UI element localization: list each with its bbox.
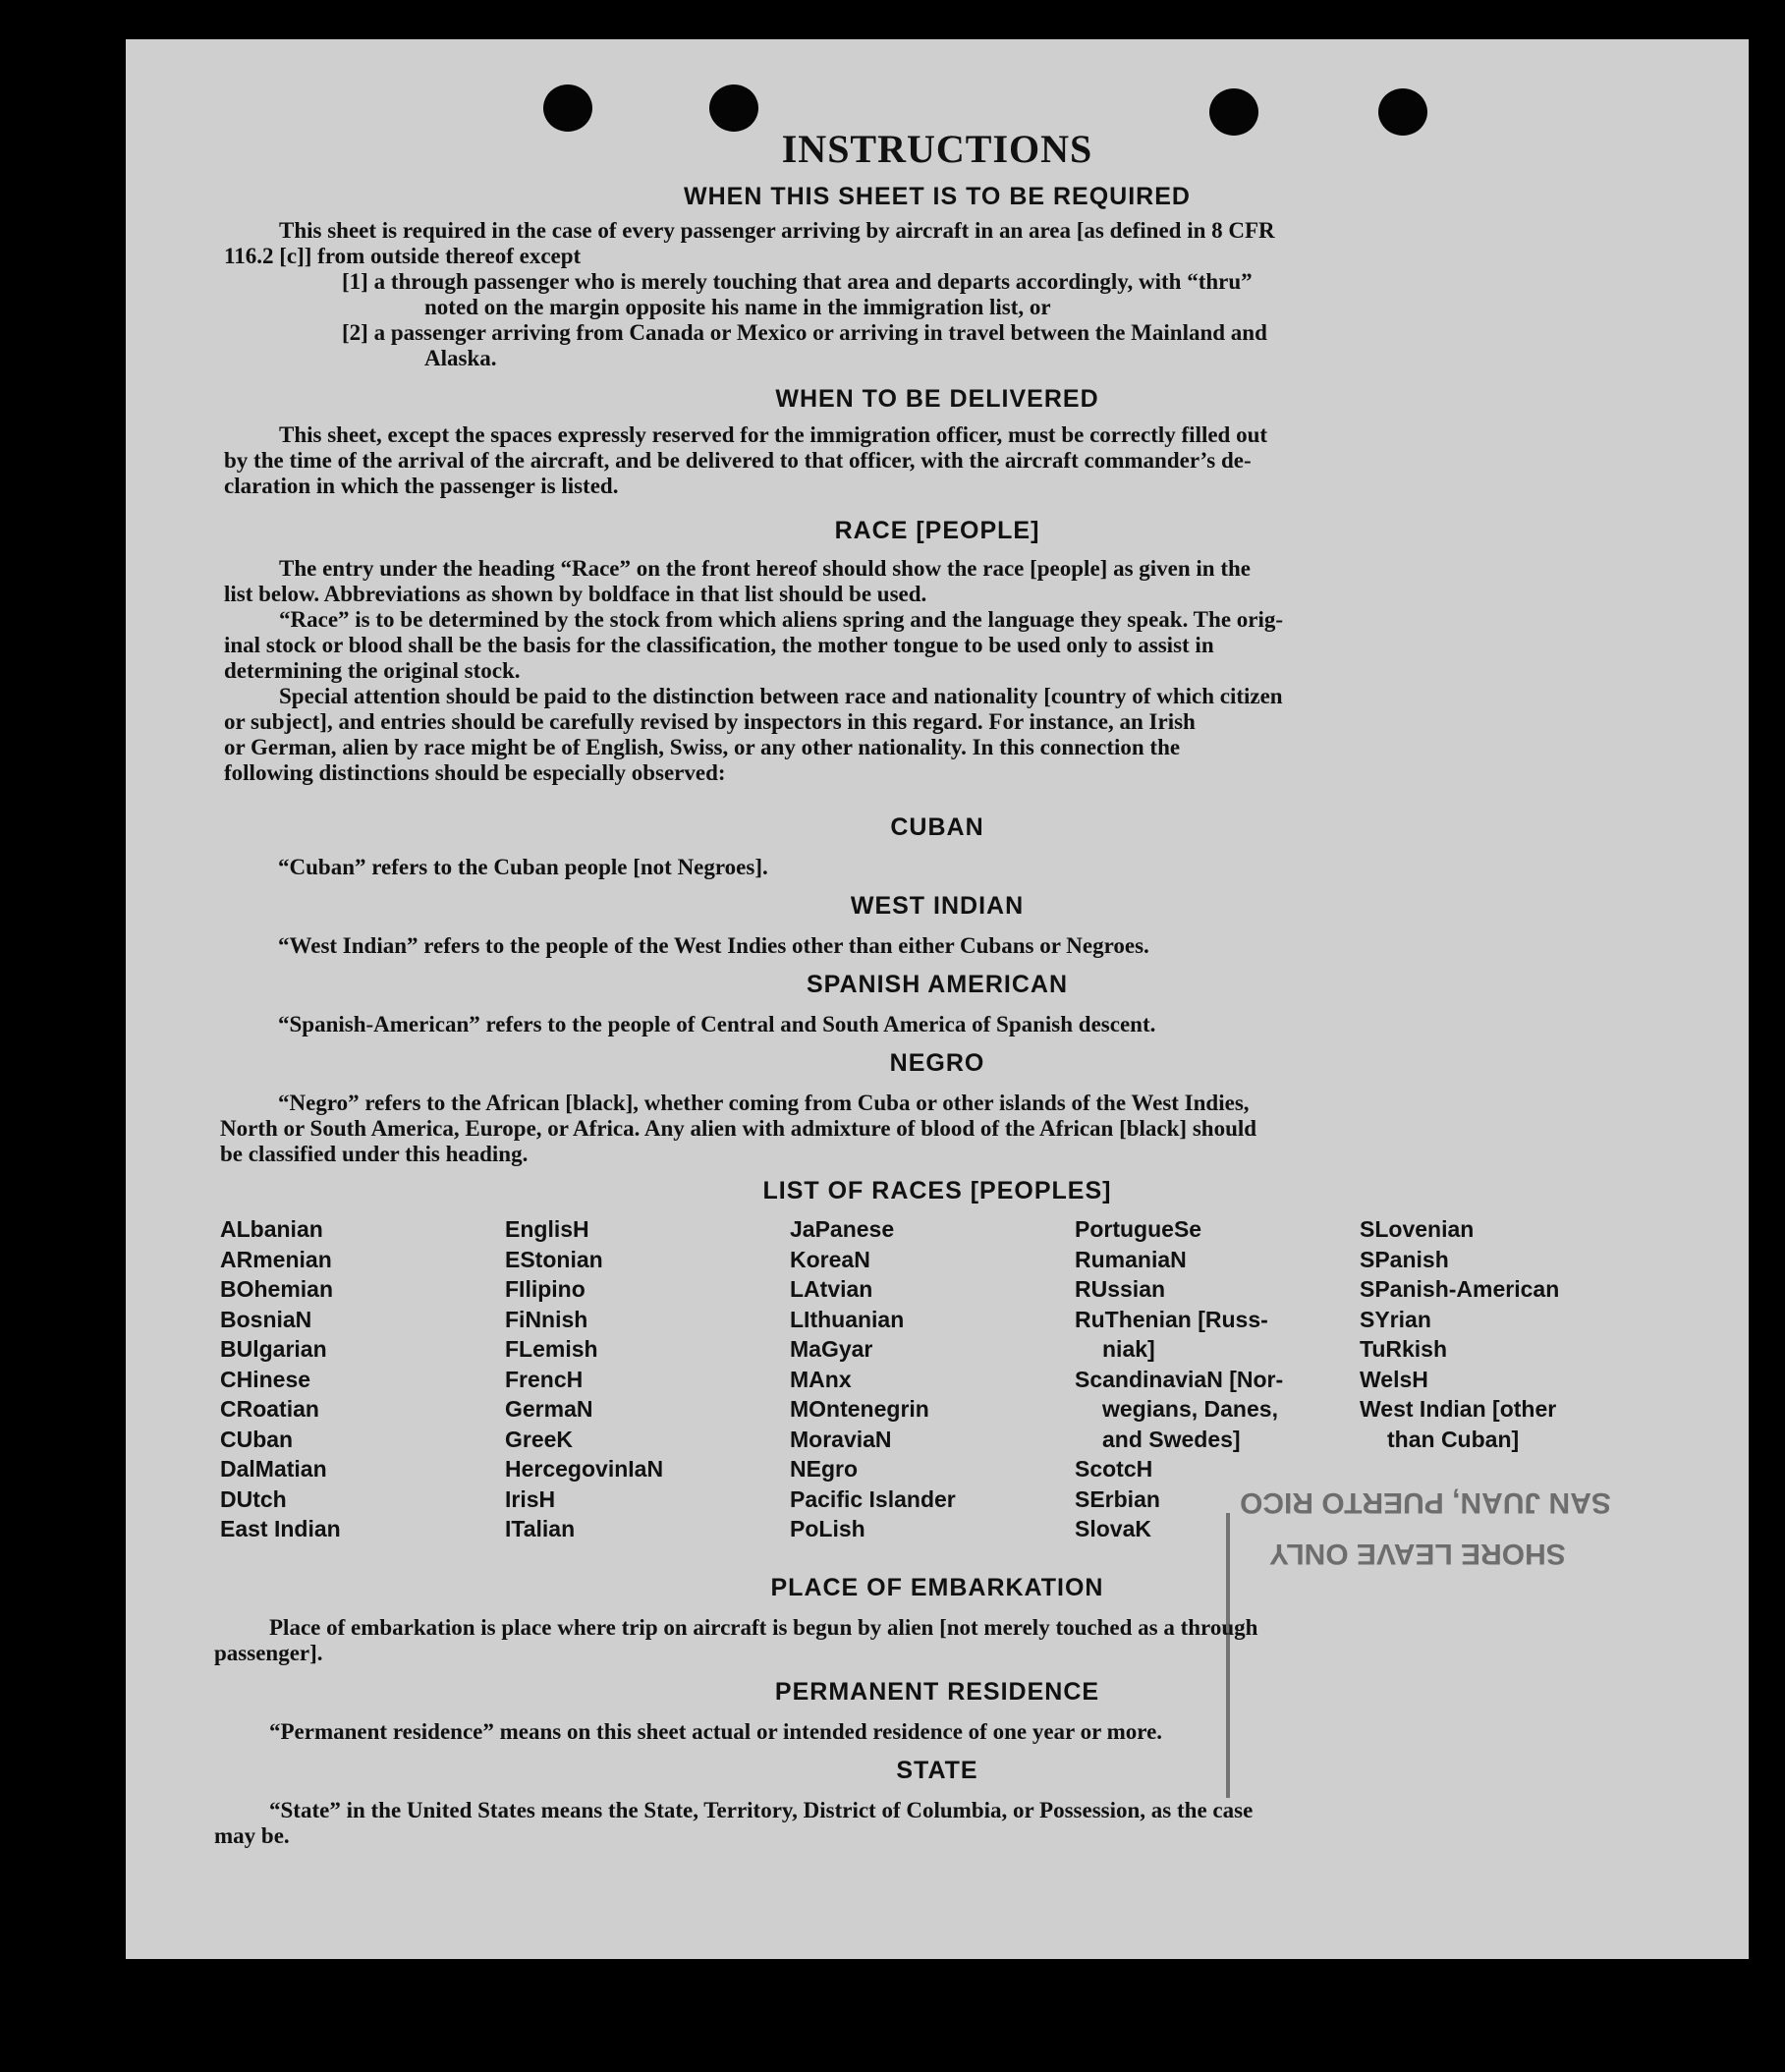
race-item: ScotcH [1075, 1456, 1153, 1482]
heading-spanish-american: SPANISH AMERICAN [806, 971, 1068, 998]
shore-leave-stamp [1226, 1486, 1643, 1798]
residence-text [269, 1719, 1162, 1745]
text-line: “Spanish-American” refers to the people of Central and South America of Spanish descent. [278, 1012, 1156, 1036]
race-item: PortugueSe [1075, 1216, 1202, 1242]
race-column [220, 1214, 515, 1544]
race-item: NEgro [790, 1456, 858, 1482]
text-line: may be. [214, 1823, 290, 1848]
delivered-text [224, 422, 1267, 499]
race-item: HercegovinIaN [505, 1456, 664, 1482]
race-item: RuThenian [Russ- [1075, 1306, 1268, 1332]
race-item: SYrian [1360, 1306, 1431, 1332]
race-item: ALbanian [220, 1216, 323, 1242]
race-item: EnglisH [505, 1216, 589, 1242]
race-item: KoreaN [790, 1246, 870, 1272]
page-title: INSTRUCTIONS [781, 127, 1093, 171]
cuban-text [278, 855, 768, 880]
spanish-american-text [278, 1012, 1155, 1037]
text-line: [1] a through passenger who is merely touching that area and departs accordingly, with “thru” [342, 269, 1253, 294]
race-item: and Swedes] [1102, 1426, 1241, 1452]
race-item: wegians, Danes, [1102, 1396, 1278, 1422]
race-item: BOhemian [220, 1276, 334, 1302]
race-item: ScandinaviaN [Nor- [1075, 1366, 1284, 1392]
race-item: FiNnish [505, 1306, 588, 1332]
text-line: The entry under the heading “Race” on the front hereof should show the race [people] as given in the [279, 556, 1251, 581]
west-indian-text [278, 933, 1149, 959]
race-item: niak] [1102, 1336, 1155, 1362]
heading-cuban: CUBAN [890, 813, 984, 841]
punch-hole [709, 84, 758, 132]
race-item: CRoatian [220, 1396, 319, 1422]
text-line: Special attention should be paid to the distinction between race and nationality [country of which citizen [279, 684, 1283, 708]
race-item: MaGyar [790, 1336, 873, 1362]
stamp-text: SHORE LEAVE ONLY [1269, 1538, 1566, 1570]
race-item: MoraviaN [790, 1426, 892, 1452]
heading-delivered: WHEN TO BE DELIVERED [775, 385, 1099, 413]
race-item: East Indian [220, 1516, 341, 1541]
text-line: [2] a passenger arriving from Canada or Mexico or arriving in travel between the Mainland and [342, 320, 1267, 345]
race-item: EStonian [505, 1246, 603, 1272]
text-line: noted on the margin opposite his name in the immigration list, or [424, 295, 1051, 319]
text-line: list below. Abbreviations as shown by boldface in that list should be used. [224, 582, 927, 606]
race-item: JaPanese [790, 1216, 895, 1242]
stamp-text: SAN JUAN, PUERTO RICO [1240, 1486, 1611, 1519]
race-item: RUssian [1075, 1276, 1166, 1302]
race-item: LAtvian [790, 1276, 873, 1302]
race-item: LIthuanian [790, 1306, 905, 1332]
embarkation-text [214, 1615, 1257, 1666]
required-item-2 [342, 320, 1267, 371]
race-item: SErbian [1075, 1485, 1160, 1512]
race-item: MAnx [790, 1366, 852, 1392]
race-item: TuRkish [1360, 1336, 1448, 1362]
text-line: “West Indian” refers to the people of the West Indies other than either Cubans or Negroes. [278, 933, 1149, 958]
race-item: GermaN [505, 1396, 593, 1422]
race-item: ARmenian [220, 1246, 332, 1272]
race-item: CUban [220, 1426, 294, 1452]
heading-permanent-residence: PERMANENT RESIDENCE [774, 1678, 1100, 1706]
race-item: SPanish-American [1360, 1276, 1560, 1302]
race-item: than Cuban] [1387, 1426, 1520, 1452]
required-intro [224, 218, 1654, 269]
race-item: SlovaK [1075, 1516, 1151, 1541]
text-line: following distinctions should be especially observed: [224, 760, 726, 785]
text-line: “Negro” refers to the African [black], whether coming from Cuba or other islands of the West Indies, [278, 1091, 1250, 1115]
document-sheet [126, 39, 1749, 1959]
required-item-1 [342, 269, 1253, 320]
race-item: WelsH [1360, 1366, 1428, 1392]
punch-hole [543, 84, 592, 132]
text-line: inal stock or blood shall be the basis for the classification, the mother tongue to be used only to assist in [224, 633, 1214, 657]
state-text [214, 1798, 1253, 1849]
text-line: “State” in the United States means the State, Territory, District of Columbia, or Possession, as the case [269, 1798, 1254, 1822]
heading-state: STATE [896, 1757, 978, 1784]
race-item: CHinese [220, 1366, 311, 1392]
heading-required: WHEN THIS SHEET IS TO BE REQUIRED [684, 183, 1191, 210]
race-column [505, 1214, 800, 1544]
text-line: “Permanent residence” means on this sheet actual or intended residence of one year or more. [269, 1719, 1163, 1744]
text-line: “Cuban” refers to the Cuban people [not Negroes]. [278, 855, 768, 879]
text-line: 116.2 [c]] from outside thereof except [224, 244, 582, 268]
text-line: “Race” is to be determined by the stock from which aliens spring and the language they speak. The orig- [279, 607, 1284, 632]
race-item: BosniaN [220, 1306, 312, 1332]
heading-race: RACE [PEOPLE] [834, 517, 1040, 544]
race-item: West Indian [other [1360, 1396, 1557, 1422]
race-item: IrisH [505, 1485, 556, 1512]
race-item: SLovenian [1360, 1216, 1475, 1242]
race-item: SPanish [1360, 1246, 1449, 1272]
race-column [1360, 1214, 1654, 1454]
race-item: BUlgarian [220, 1336, 327, 1362]
race-item: GreeK [505, 1426, 574, 1452]
race-item: DUtch [220, 1485, 287, 1512]
text-line: be classified under this heading. [220, 1142, 529, 1166]
race-column [790, 1214, 1085, 1544]
heading-list-of-races: LIST OF RACES [PEOPLES] [762, 1177, 1112, 1204]
text-line: This sheet, except the spaces expressly reserved for the immigration officer, must be correctly filled out [279, 422, 1268, 447]
text-line: Alaska. [424, 346, 497, 370]
race-item: FLemish [505, 1336, 598, 1362]
race-item: PoLish [790, 1516, 865, 1541]
race-item: RumaniaN [1075, 1246, 1187, 1272]
race-item: ITalian [505, 1516, 576, 1541]
text-line: passenger]. [214, 1641, 323, 1665]
text-line: This sheet is required in the case of every passenger arriving by aircraft in an area [as defined in 8 CFR [279, 218, 1275, 243]
race-item: DalMatian [220, 1456, 327, 1482]
race-item: MOntenegrin [790, 1396, 929, 1422]
heading-west-indian: WEST INDIAN [850, 892, 1025, 920]
text-line: or subject], and entries should be carefully revised by inspectors in this regard. For instance, an Irish [224, 709, 1196, 734]
heading-embarkation: PLACE OF EMBARKATION [770, 1574, 1104, 1601]
text-line: by the time of the arrival of the aircraft, and be delivered to that officer, with the aircraft commander’s de- [224, 448, 1252, 473]
text-line: claration in which the passenger is listed. [224, 474, 619, 498]
race-item: Pacific Islander [790, 1485, 956, 1512]
negro-text [220, 1091, 1256, 1167]
text-line: North or South America, Europe, or Africa. Any alien with admixture of blood of the African [black] should [220, 1116, 1257, 1141]
text-line: or German, alien by race might be of English, Swiss, or any other nationality. In this connection the [224, 735, 1181, 759]
race-item: FrencH [505, 1366, 584, 1392]
race-item: FIlipino [505, 1276, 586, 1302]
text-line: Place of embarkation is place where trip on aircraft is begun by alien [not merely touched as a through [269, 1615, 1258, 1640]
race-text [224, 556, 1283, 786]
text-line: determining the original stock. [224, 658, 521, 683]
heading-negro: NEGRO [889, 1049, 985, 1077]
